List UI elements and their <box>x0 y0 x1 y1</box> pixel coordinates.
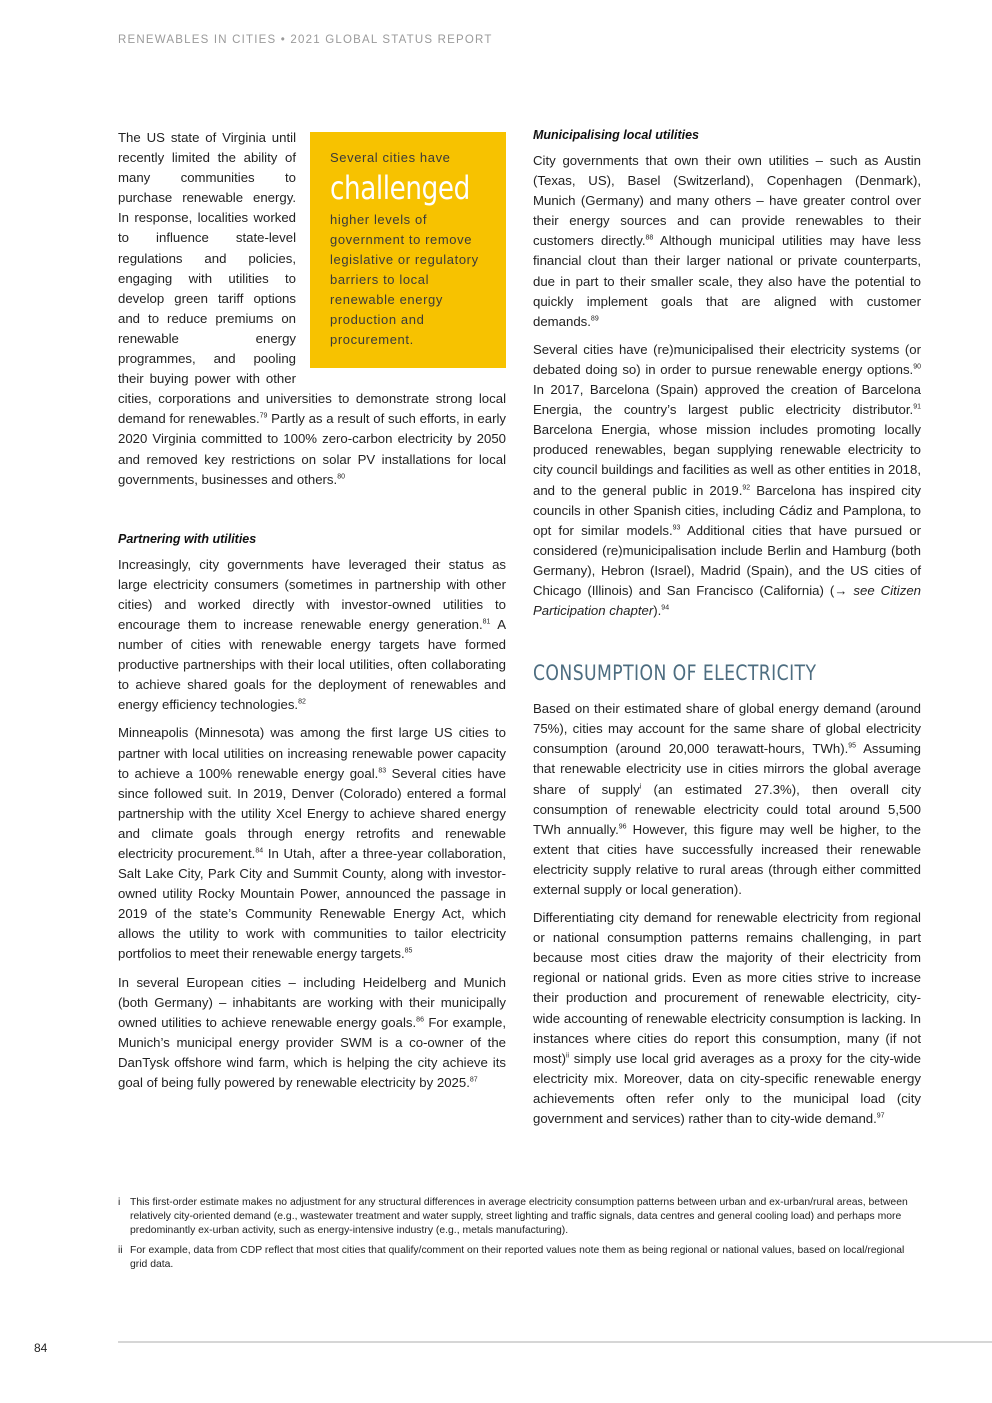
footnote-text: For example, data from CDP reflect that most cities that qualify/comment on their reported values note them as being regional or national values, based on local/regional grid data. <box>130 1245 905 1270</box>
callout-lead: Several cities have <box>330 150 451 165</box>
endnote-ref[interactable]: 93 <box>672 524 681 532</box>
endnote-ref[interactable]: 96 <box>618 823 627 831</box>
endnote-ref[interactable]: 84 <box>255 847 264 855</box>
paragraph-consumption: Based on their estimated share of global energy demand (around 75%), cities may account for the same share of global electricity consumption (around 20,000 terawatt-hours, TWh).$^{95}$ Assuming that renewable electricity use in cities mirrors the global average share of supply$^i$ (an estimated 27.3%), then overall city consumption of renewable electricity could total around 5,500 TWh annually.$^{96}$ However, this figure may well be higher, to the extent that cities have successfully increased their renewable electricity supply relative to rural areas (through either committed external supply or local generation). <box>533 701 921 897</box>
right-column <box>533 128 921 1137</box>
footnote-mark: i <box>118 1197 121 1208</box>
left-column <box>118 128 506 1101</box>
endnote-ref[interactable]: 88 <box>645 234 654 242</box>
page-number: 84 <box>34 1341 48 1355</box>
endnote-ref[interactable]: 97 <box>876 1112 885 1120</box>
footnotes <box>118 1196 921 1278</box>
endnote-ref[interactable]: 80 <box>337 473 345 481</box>
paragraph-remunicipalisation: Several cities have (re)municipalised their electricity systems (or debated doing so) in order to pursue renewable energy options.$^{90}$ In 2017, Barcelona (Spain) approved the creation of Barcelona Energia, the country’s largest public electricity distributor.$^{91}$ Barcelona Energia, whose mission includes promoting locally produced renewables, began supplying renewable electricity to city council buildings and facilities as well as other entities in 2018, and to the general public in 2019.92 Barcelona has inspired city councils in other Spanish cities, including Cádiz and Pamplona, to opt for similar models.$^{93}$ Additional cities that have pursued or considered (re)municipalisation include Berlin and Hamburg (both Germany), Hebron (Israel), Madrid (Spain), and the US cities of Chicago (Illinois) and San Francisco (California) (→ see Citizen Participation chapter).$^{94}$ <box>533 341 921 619</box>
endnote-ref[interactable]: 90 <box>913 363 921 371</box>
callout-emphasis: challenged <box>330 169 470 207</box>
cross-reference-link[interactable]: → see Citizen Participation chapter <box>533 582 921 619</box>
endnote-ref[interactable]: 81 <box>482 618 491 626</box>
footnote-ref[interactable]: ii <box>565 1052 570 1060</box>
running-header: RENEWABLES IN CITIES • 2021 GLOBAL STATUS REPORT <box>118 34 493 46</box>
endnote-ref[interactable]: 87 <box>469 1076 478 1084</box>
endnote-ref[interactable]: 82 <box>298 698 306 706</box>
endnote-ref[interactable]: 79 <box>259 412 268 420</box>
endnote-ref[interactable]: 83 <box>378 767 387 775</box>
footnote-mark: ii <box>118 1245 123 1256</box>
paragraph-partnering: Increasingly, city governments have leveraged their status as large electricity consumers (sometimes in partnership with other cities) and worked directly with investor-owned utilities to encourage them to increase renewable energy generation.$^{81}$ A number of cities with renewable energy targets have formed productive partnerships with their local utilities, often collaborating to achieve shared goals for the deployment of renewables and energy efficiency technologies.$^{82}$ <box>118 556 507 713</box>
footnote-ref[interactable]: i <box>639 783 642 791</box>
endnote-ref[interactable]: 94 <box>661 604 670 612</box>
paragraph-minneapolis: Minneapolis (Minnesota) was among the first large US cities to partner with local utilities on increasing renewable power capacity to achieve a 100% renewable energy goal.$^{83}$ Several cities have since followed suit. In 2019, Denver (Colorado) entered a formal partnership with the utility Xcel Energy to achieve shared energy and climate goals through energy retrofits and renewable electricity procurement.$^{84}$ In Utah, after a three-year collaboration, Salt Lake City, Park City and Summit County, along with investor-owned utility Rocky Mountain Power, announced the passage in 2019 of the state’s Community Renewable Energy Act, which allows the utility to work with communities to tailor electricity portfolios to meet their renewable energy targets.$^{85}$ <box>118 725 506 962</box>
endnote-ref[interactable]: 95 <box>848 742 857 750</box>
endnote-ref[interactable]: 89 <box>590 315 599 323</box>
footnote-item <box>118 1244 921 1272</box>
endnote-ref[interactable]: 85 <box>404 948 413 956</box>
footnote-text: This first-order estimate makes no adjustment for any structural differences in average electricity consumption patterns between urban and ex-urban/rural areas, between relatively city-oriented demand (e.g., wastewater treatment and water supply, street lighting and traffic signals, data centres and general cooling load) and perhaps more predominantly ex-urban activity, such as energy-intensive industry (e.g., metals manufacturing). <box>130 1197 908 1236</box>
footnote-item <box>118 1196 921 1238</box>
endnote-ref[interactable]: 86 <box>416 1016 424 1024</box>
section-title-consumption: CONSUMPTION OF ELECTRICITY <box>533 661 817 686</box>
paragraph-european-cities: In several European cities – including Heidelberg and Munich (both Germany) – inhabitants are working with their municipally owned utilities to achieve renewable energy goals.$^{86}$ For example, Munich’s municipal energy provider SWM is a co-owner of the DanTysk offshore wind farm, which is helping the city achieve its goal of being fully powered by renewable electricity by 2025.87 <box>118 974 506 1091</box>
endnote-ref[interactable]: 92 <box>742 484 751 492</box>
paragraph-virginia: The US state of Virginia until recently limited the ability of many communities to purchase renewable energy. In response, localities worked to influence state-level regulations and policies, engaging with utilities to develop green tariff options and to reduce premiums on renewable energy programmes, and pooling their buying power with other cities, corporations and universities to demonstrate strong local demand for renewables.$^{79}$ Partly as a result of such efforts, in early 2020 Virginia committed to 100% zero-carbon electricity by 2050 and removed key restrictions on solar PV installations for local governments, businesses and others.$^{80}$ <box>118 130 507 487</box>
callout-text: higher levels of government to remove legislative or regulatory barriers to local renewable energy production and procurement. <box>330 212 479 347</box>
paragraph-differentiating: Differentiating city demand for renewable electricity from regional or national consumption patterns remains challenging, in part because most cities draw the majority of their electricity from regional or national grids. Even as more cities strive to increase their production and procurement of renewable electricity, city-wide accounting of renewable electricity consumption is lacking. In instances where cities do report this consumption, many (if not most)$^{ii}$ simply use local grid averages as a proxy for the city-wide electricity mix. Moreover, data on city-specific renewable energy achievements often refer only to the municipal load (city government and services) rather than to city-wide demand.$^{97}$ <box>533 910 921 1127</box>
pull-quote-callout <box>310 132 506 368</box>
paragraph-city-utilities: City governments that own their own utilities – such as Austin (Texas, US), Basel (Switzerland), Copenhagen (Denmark), Munich (Germany) and many others – have greater control over their energy sources and can provide renewables to their customers directly.$^{88}$ Although municipal utilities may have less financial clout than their larger national or private counterparts, due in part to their smaller scale, they also have the potential to quickly implement goals that are aligned with customer demands.$^{89}$ <box>533 153 921 329</box>
endnote-ref[interactable]: 91 <box>913 403 921 411</box>
footer-divider <box>118 1341 992 1343</box>
subheading-municipalising: Municipalising local utilities <box>533 128 699 142</box>
subheading-partnering: Partnering with utilities <box>118 531 257 546</box>
